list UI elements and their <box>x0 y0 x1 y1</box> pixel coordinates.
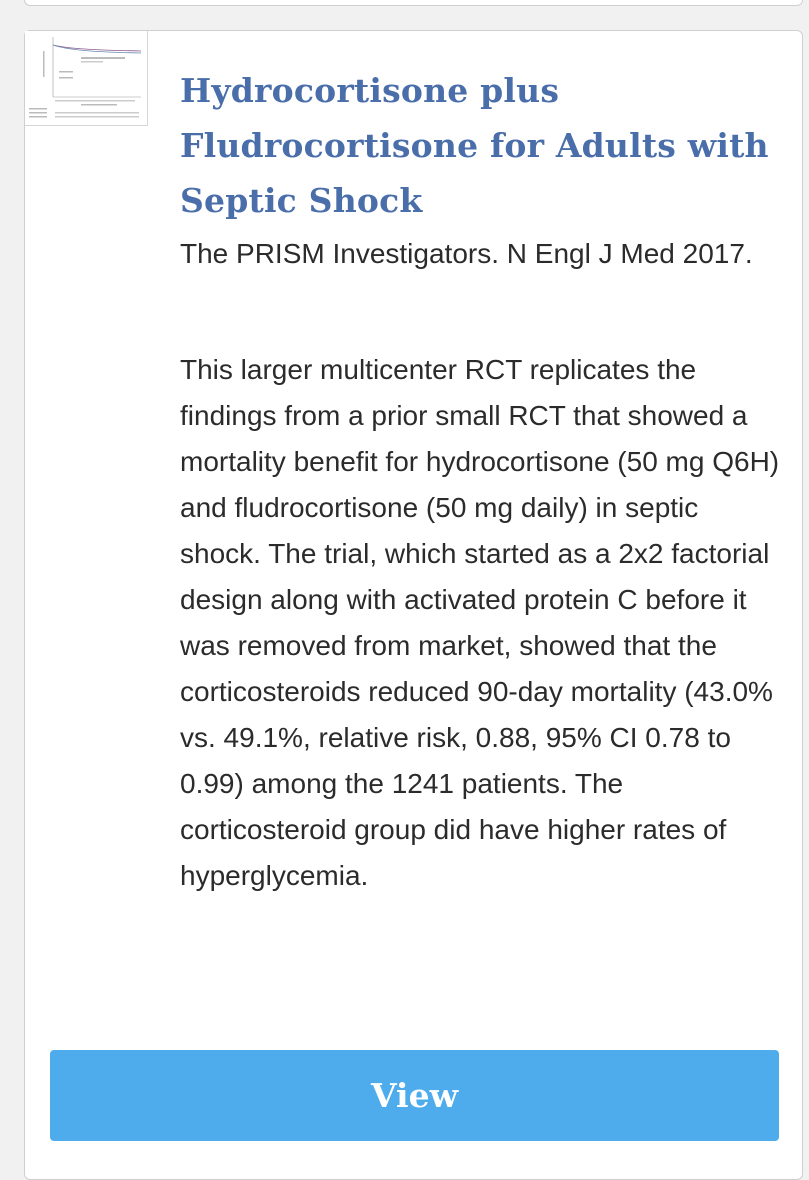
article-citation: The PRISM Investigators. N Engl J Med 2017. <box>180 238 753 269</box>
view-button[interactable]: View <box>50 1050 779 1141</box>
article-summary: This larger multicenter RCT replicates the findings from a prior small RCT that showed a mortality benefit for hydrocortisone (50 mg Q6H) and fludrocortisone (50 mg daily) in septic shock. The trial, which started as a 2x2 factorial design along with activated protein C before it was removed from market, showed that the corticosteroids reduced 90-day mortality (43.0% vs. 49.1%, relative risk, 0.88, 95% CI 0.78 to 0.99) among the 1241 patients. The corticosteroid group did have higher rates of hyperglycemia. <box>180 354 780 891</box>
survival-curve-thumbnail[interactable] <box>25 31 148 126</box>
article-title[interactable]: Hydrocortisone plus Fludrocortisone for Adults with Septic Shock <box>180 71 769 220</box>
trial-card <box>24 30 803 1180</box>
previous-card-edge <box>24 0 803 6</box>
